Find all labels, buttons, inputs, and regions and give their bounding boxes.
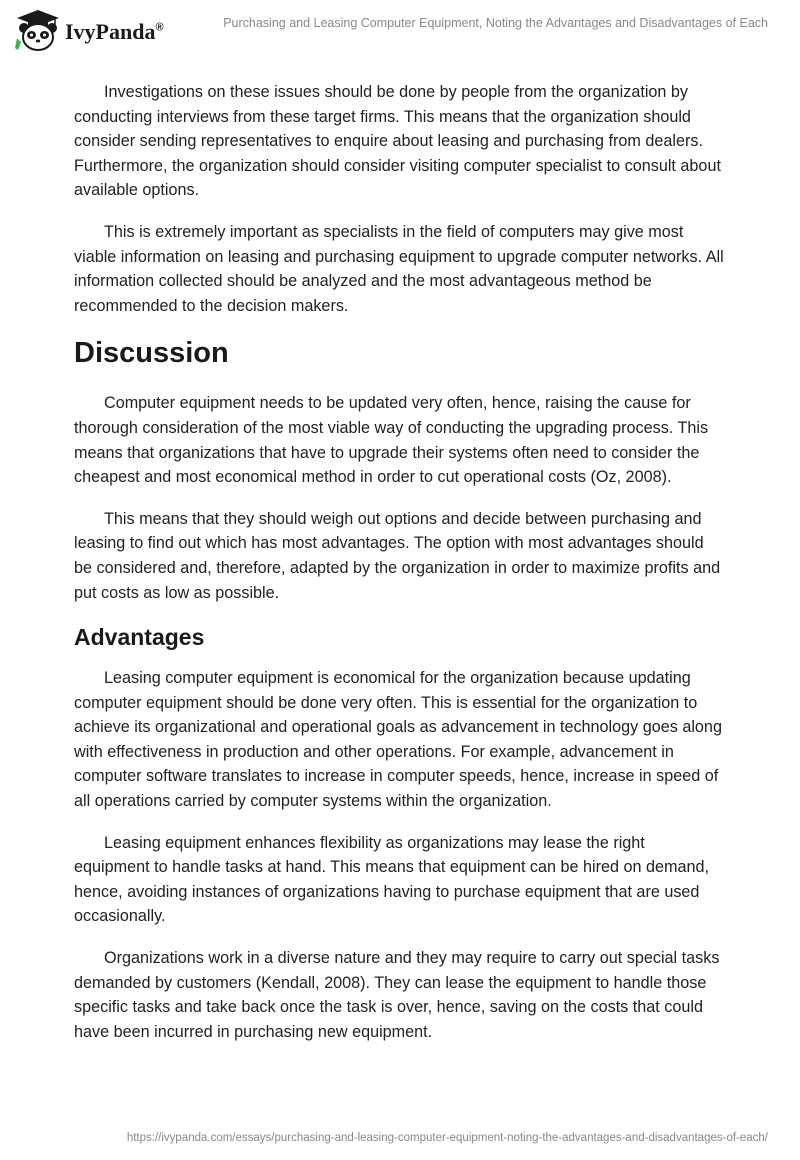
- source-url[interactable]: https://ivypanda.com/essays/purchasing-and-leasing-computer-equipment-noting-the-advantages-and-disadvantages-of-each/: [126, 1132, 768, 1144]
- paragraph: This means that they should weigh out options and decide between purchasing and leasing to find out which has most advantages. The option with most advantages should be considered and, therefore, adapted by the organization in order to maximize profits and put costs as low as possible.: [74, 509, 721, 602]
- brand-logo[interactable]: [15, 8, 164, 52]
- paragraph: This is extremely important as specialists in the field of computers may give most viable information on leasing and purchasing equipment to upgrade computer networks. All information collected should be analyzed and the most advantageous method be recommended to the decision makers.: [74, 222, 724, 315]
- paragraph: Leasing computer equipment is economical for the organization because updating computer equipment should be done very often. This is essential for the organization to achieve its organizational and operational goals as advancement in technology goes along with effectiveness in production and other operations. For example, advancement in computer software translates to increase in computer speeds, hence, increase in speed of all operations carried by computer systems within the organization.: [74, 669, 722, 811]
- paragraph: Computer equipment needs to be updated very often, hence, raising the cause for thorough consideration of the most viable way of conducting the upgrading process. This means that organizations that have to upgrade their systems often need to consider the cheapest and most economical method in order to cut operational costs (Oz, 2008).: [74, 394, 709, 487]
- advantages-heading: Advantages: [74, 624, 205, 651]
- document-title: Purchasing and Leasing Computer Equipment, Noting the Advantages and Disadvantages of Each: [223, 16, 768, 30]
- page-header: [0, 0, 800, 60]
- brand-name: IvyPanda®: [65, 19, 164, 44]
- article-body: [74, 80, 724, 1061]
- paragraph: Organizations work in a diverse nature and they may require to carry out special tasks demanded by customers (Kendall, 2008). They can lease the equipment to handle those specific tasks and take back once the task is over, hence, saving on the costs that could have been incurred in purchasing new equipment.: [74, 949, 720, 1041]
- paragraph: Investigations on these issues should be done by people from the organization by conducting interviews from these target firms. This means that the organization should consider sending representatives to enquire about leasing and purchasing from dealers. Furthermore, the organization should consider visiting computer specialist to consult about available options.: [74, 83, 721, 200]
- panda-mascot-icon: [15, 8, 61, 52]
- discussion-heading: Discussion: [74, 337, 229, 370]
- paragraph: Leasing equipment enhances flexibility as organizations may lease the right equipment to handle tasks at hand. This means that equipment can be hired on demand, hence, avoiding instances of organizations having to purchase equipment that are used occasionally.: [74, 833, 710, 926]
